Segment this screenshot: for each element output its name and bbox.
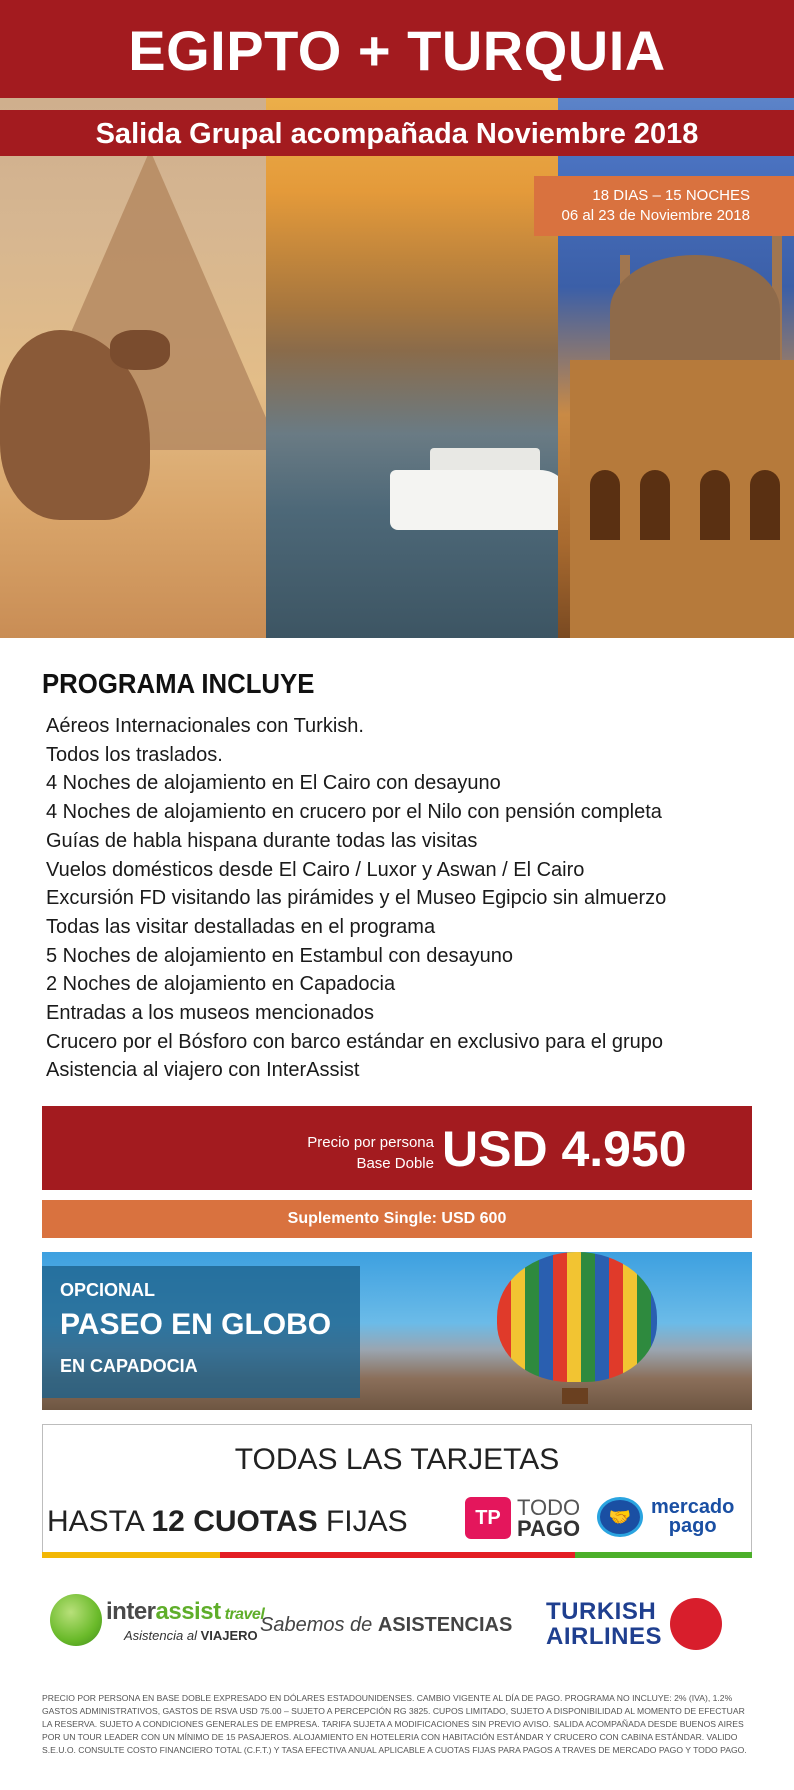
stripe-segment [397, 1552, 575, 1558]
optional-location: EN CAPADOCIA [60, 1356, 198, 1376]
interassist-travel: travel [224, 1605, 265, 1623]
mosque-arch [590, 470, 620, 540]
price-value: USD 4.950 [442, 1121, 687, 1177]
duration-dates: 06 al 23 de Noviembre 2018 [561, 207, 750, 224]
stripe-segment [575, 1552, 753, 1558]
interassist-name [106, 1598, 264, 1626]
interassist-tagline [124, 1628, 264, 1643]
sabemos-text: Sabemos de [260, 1614, 378, 1636]
hot-air-balloon-image [497, 1252, 657, 1382]
interassist-tag-bold: VIAJERO [200, 1627, 258, 1643]
cuotas-prefix: HASTA [47, 1505, 152, 1538]
handshake-icon: 🤝 [597, 1497, 643, 1537]
sabemos-slogan [260, 1614, 512, 1637]
todopago-line2: PAGO [517, 1516, 581, 1541]
boat-shape [390, 470, 570, 530]
list-item: Todas las visitar destalladas en el programa [46, 915, 436, 938]
programa-title: PROGRAMA INCLUYE [42, 668, 315, 699]
camel-head-shape [110, 330, 170, 370]
todopago-logo [465, 1497, 580, 1539]
mosque-arch [700, 470, 730, 540]
turkish-line2: AIRLINES [546, 1623, 663, 1650]
list-item: Guías de habla hispana durante todas las visitas [46, 829, 478, 852]
duration-badge [534, 176, 794, 236]
mosque-arch [640, 470, 670, 540]
cuotas-suffix: FIJAS [317, 1505, 408, 1538]
turkish-wordmark [546, 1599, 662, 1649]
includes-list [46, 712, 666, 1085]
list-item: Asistencia al viajero con InterAssist [46, 1059, 360, 1082]
todopago-line1: TODO [517, 1495, 581, 1520]
title-band [0, 0, 794, 98]
cuotas-text [47, 1505, 408, 1539]
list-item: Todos los traslados. [46, 743, 223, 766]
price-label-line1: Precio por persona [307, 1134, 434, 1151]
sabemos-bold: ASISTENCIAS [377, 1614, 513, 1636]
subtitle-band [0, 110, 794, 156]
supplement-text: Suplemento Single: USD 600 [287, 1210, 507, 1227]
fine-print: PRECIO POR PERSONA EN BASE DOBLE EXPRESADO EN DÓLARES ESTADOUNIDENSES. CAMBIO VIGENTE AL DÍA DE PAGO. PROGRAMA NO INCLUYE: 2% (IVA), 1.2% GASTOS ADMINISTRATIVOS, GASTOS DE RSVA USD 75.00 – SUJETO A PERCEPCIÓN RG 3825. CUPOS LIMITADO, SUJETO A DISPONIBILIDAD AL MOMENTO DE EFECTUAR LA RESERVA. SUJETO A CONDICIONES GENERALES DE EMPRESA. TARIFA SUJETA A MODIFICACIONES SIN PREVIO AVISO. SALIDA ACOMPAÑADA DESDE BUENOS AIRES POR UN TOUR LEADER CON UN MÍNIMO DE 15 PASAJEROS. ALOJAMIENTO EN HOTELERIA CON HABITACIÓN ESTÁNDAR Y CRUCERO CON CABINA ESTÁNDAR. VALIDO S.E.U.O. CONSULTE COSTO FINANCIERO TOTAL (C.F.T.) Y TASA EFECTIVA ANUAL APLICABLE A CUOTAS FIJAS PARA PAGOS A TRAVES DE MERCADO PAGO Y TODO PAGO. [42, 1693, 747, 1755]
balloon-basket-image [562, 1388, 588, 1404]
list-item: 2 Noches de alojamiento en Capadocia [46, 973, 396, 996]
list-item: Crucero por el Bósforo con barco estándar en exclusivo para el grupo [46, 1030, 664, 1053]
price-label-line2: Base Doble [356, 1155, 434, 1172]
interassist-logo [50, 1594, 264, 1646]
hero-banner [0, 0, 794, 638]
stripe-segment [42, 1552, 220, 1558]
duration-days: 18 DIAS – 15 NOCHES [592, 187, 750, 204]
cards-title: TODAS LAS TARJETAS [234, 1443, 560, 1476]
balloon-banner [42, 1252, 752, 1410]
mosque-dome-shape [610, 255, 780, 365]
list-item: Vuelos domésticos desde El Cairo / Luxor y Aswan / El Cairo [46, 858, 585, 881]
interassist-part-b: assist [155, 1597, 221, 1625]
payment-box [42, 1424, 752, 1558]
list-item: Aéreos Internacionales con Turkish. [46, 715, 364, 737]
mosque-arch [750, 470, 780, 540]
list-item: Excursión FD visitando las pirámides y el Museo Egipcio sin almuerzo [46, 887, 667, 910]
cuotas-bold: 12 CUOTAS [151, 1505, 318, 1538]
price-label [307, 1132, 434, 1174]
mercadopago-logo [597, 1497, 734, 1537]
globe-icon [50, 1594, 102, 1646]
interassist-wordmark [106, 1598, 264, 1643]
supplement-bar [42, 1200, 752, 1238]
page-title: EGIPTO + TURQUIA [128, 19, 666, 82]
todopago-wordmark [517, 1497, 580, 1539]
color-stripe [42, 1552, 752, 1558]
turkish-bird-icon [670, 1598, 722, 1650]
stripe-segment [220, 1552, 398, 1558]
optional-label: OPCIONAL [60, 1280, 156, 1300]
todopago-icon: TP [465, 1497, 511, 1539]
page-subtitle: Salida Grupal acompañada Noviembre 2018 [95, 118, 699, 150]
optional-overlay [42, 1266, 360, 1398]
mercadopago-line1: mercado [651, 1496, 735, 1518]
list-item: 5 Noches de alojamiento en Estambul con desayuno [46, 944, 513, 967]
turkish-line1: TURKISH [546, 1598, 657, 1625]
interassist-part-a: inter [106, 1597, 156, 1625]
mercadopago-wordmark [651, 1498, 734, 1536]
list-item: Entradas a los museos mencionados [46, 1002, 374, 1025]
list-item: 4 Noches de alojamiento en El Cairo con desayuno [46, 772, 501, 795]
mercadopago-line2: pago [668, 1515, 717, 1537]
list-item: 4 Noches de alojamiento en crucero por el Nilo con pensión completa [46, 801, 662, 824]
optional-title: PASEO EN GLOBO [60, 1308, 332, 1341]
price-box [42, 1106, 752, 1190]
interassist-tag-text: Asistencia al [124, 1627, 201, 1643]
turkish-airlines-logo [546, 1598, 722, 1650]
